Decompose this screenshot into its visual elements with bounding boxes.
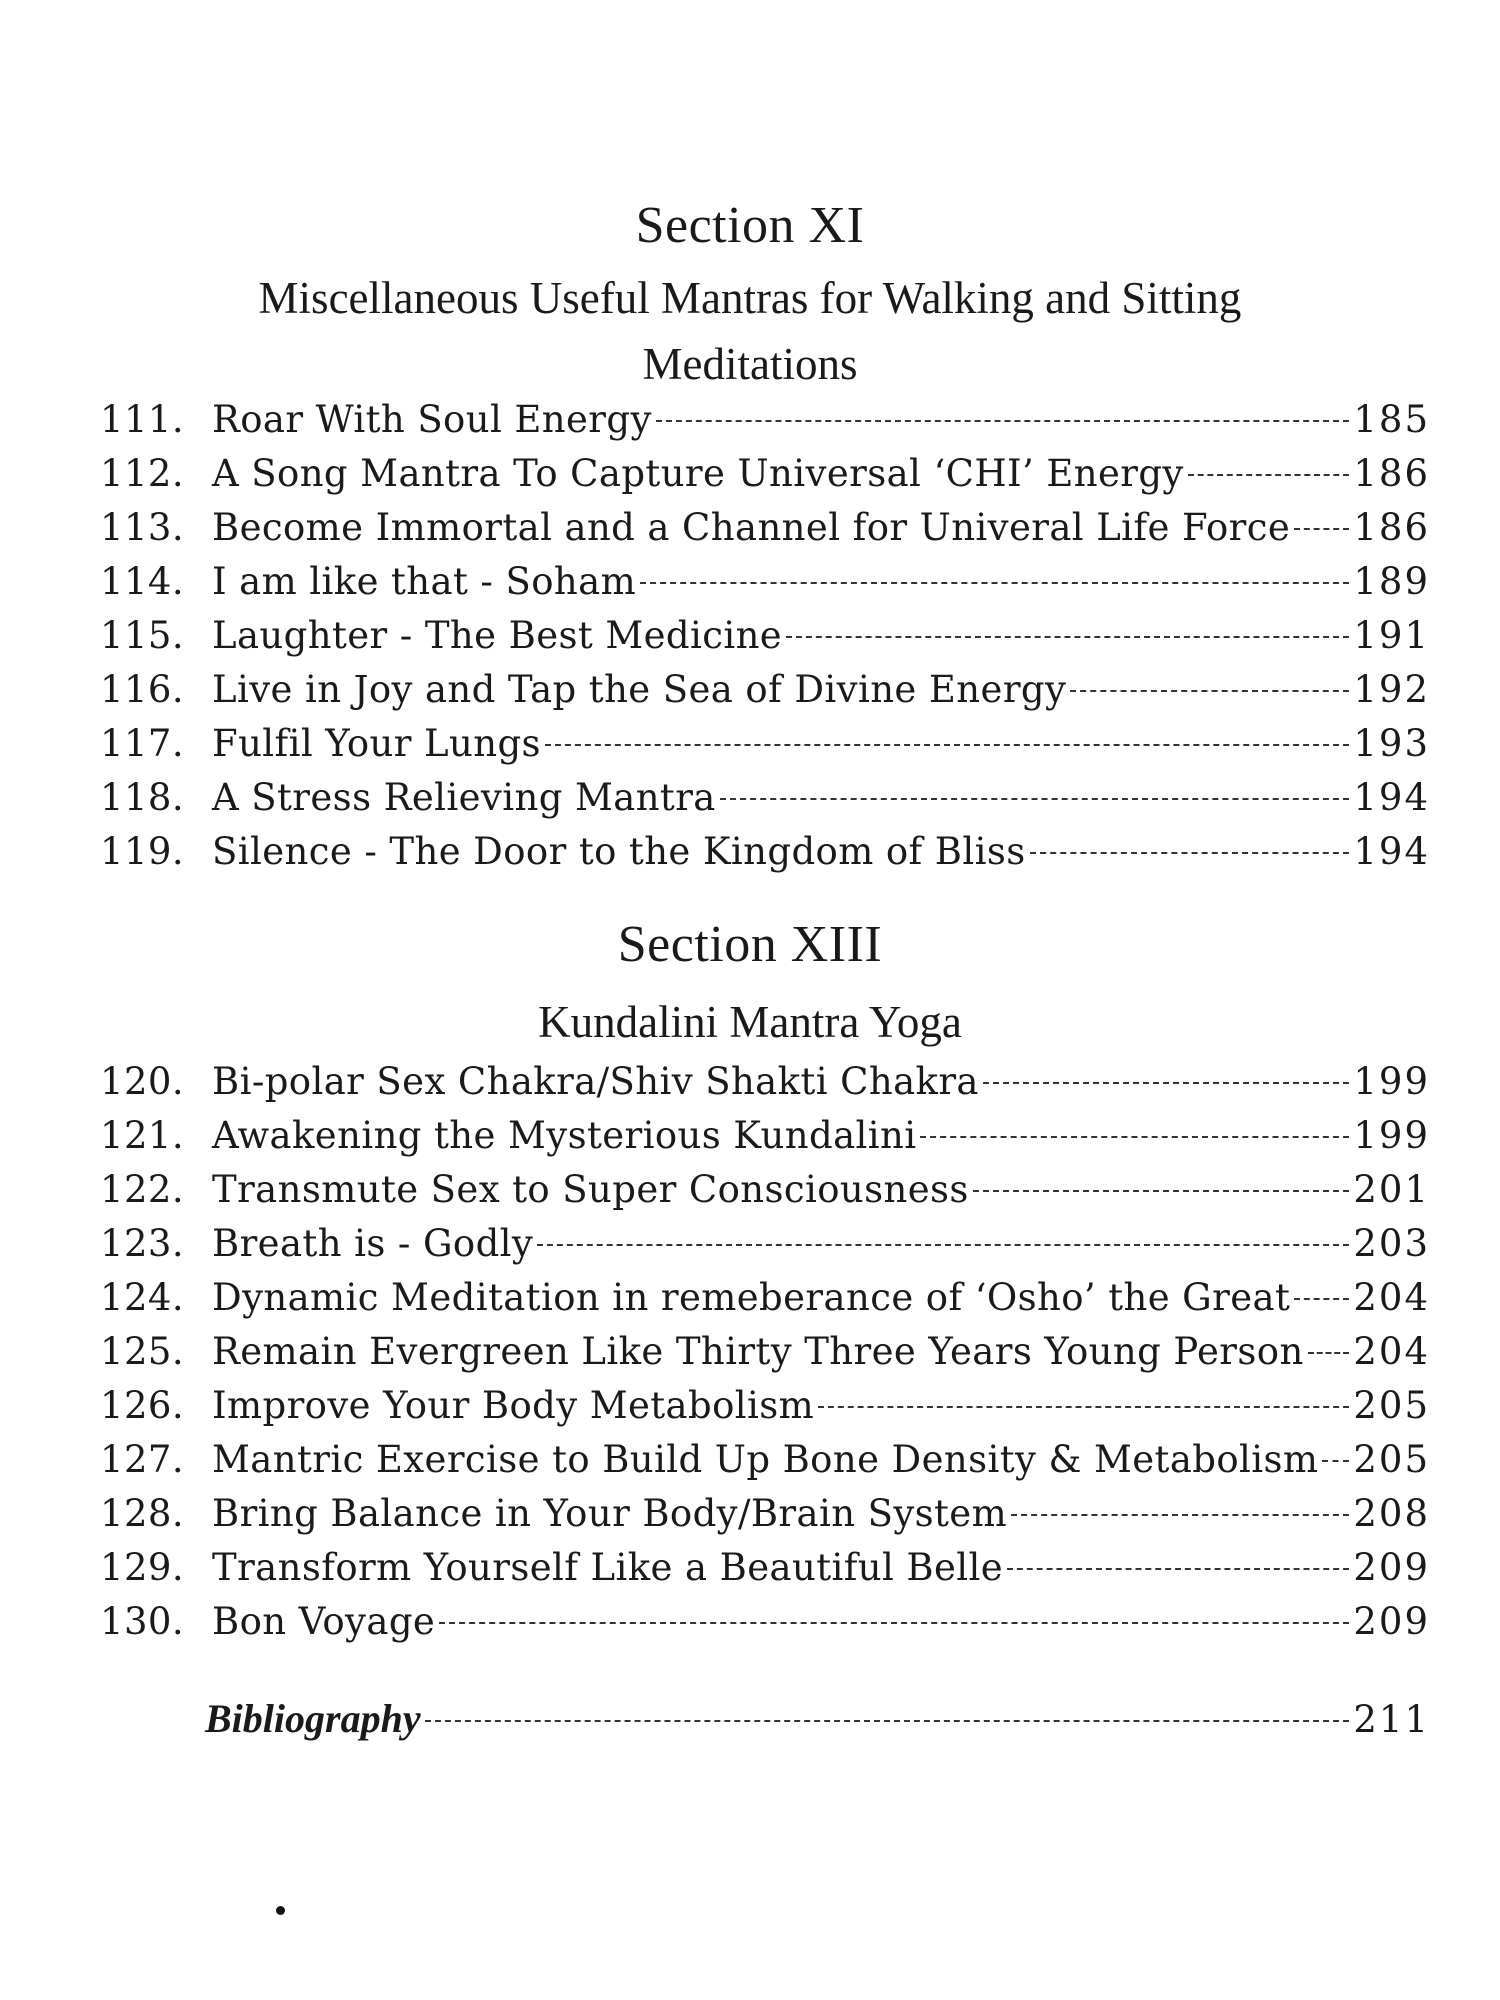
toc-entry-page: 186 xyxy=(1353,452,1430,495)
section-xiii-subtitle: Kundalini Mantra Yoga xyxy=(538,997,962,1047)
toc-entry[interactable] xyxy=(100,1276,1430,1330)
toc-entry-page: 208 xyxy=(1353,1492,1430,1535)
toc-entry-page: 209 xyxy=(1353,1600,1430,1643)
dot-leader xyxy=(1322,1460,1349,1462)
toc-entry-title: Transform Yourself Like a Beautiful Belle xyxy=(212,1546,1004,1589)
toc-entry-page: 199 xyxy=(1353,1060,1430,1103)
toc-entry-number: 125. xyxy=(100,1330,184,1373)
section-xi-subtitle-line2: Meditations xyxy=(642,339,858,389)
section-xi-title: Section XI xyxy=(635,197,865,254)
toc-entry[interactable] xyxy=(100,506,1430,560)
toc-entry-title: A Song Mantra To Capture Universal ‘CHI’ Energy xyxy=(212,452,1184,495)
toc-entry-page: 205 xyxy=(1353,1384,1430,1427)
dot-leader xyxy=(425,1720,1350,1722)
toc-entry[interactable] xyxy=(100,1546,1430,1600)
toc-entry-page: 194 xyxy=(1353,830,1430,873)
toc-entry-title: A Stress Relieving Mantra xyxy=(212,776,716,819)
toc-entry-page: 194 xyxy=(1353,776,1430,819)
toc-entry-page: 201 xyxy=(1353,1168,1430,1211)
toc-entry-title: Bi-polar Sex Chakra/Shiv Shakti Chakra xyxy=(212,1060,979,1103)
dot-leader xyxy=(1308,1352,1350,1354)
toc-entry[interactable] xyxy=(100,830,1430,884)
toc-entry-number: 127. xyxy=(100,1438,184,1481)
toc-entry[interactable] xyxy=(100,1384,1430,1438)
toc-entry-number: 113. xyxy=(100,506,184,549)
toc-entry-title: Improve Your Body Metabolism xyxy=(212,1384,815,1427)
dot-leader xyxy=(537,1244,1349,1246)
section-xi-subtitle-line1: Miscellaneous Useful Mantras for Walking and Sitting xyxy=(258,273,1242,323)
toc-entry-number: 118. xyxy=(100,776,184,819)
bibliography-page: 211 xyxy=(1353,1698,1430,1741)
toc-entry-number: 128. xyxy=(100,1492,184,1535)
dot-leader xyxy=(720,798,1350,800)
toc-entry-page: 209 xyxy=(1353,1546,1430,1589)
toc-entry-page: 191 xyxy=(1353,614,1430,657)
toc-entry-page: 192 xyxy=(1353,668,1430,711)
toc-entry[interactable] xyxy=(100,1492,1430,1546)
dot-leader xyxy=(983,1082,1349,1084)
toc-entry-number: 123. xyxy=(100,1222,184,1265)
toc-entry-title: Laughter - The Best Medicine xyxy=(212,614,783,657)
dot-leader xyxy=(1294,1298,1349,1300)
toc-entry-title: Awakening the Mysterious Kundalini xyxy=(212,1114,917,1157)
toc-entry[interactable] xyxy=(100,776,1430,830)
toc-entry-page: 205 xyxy=(1353,1438,1430,1481)
toc-entry-number: 114. xyxy=(100,560,184,603)
dot-leader xyxy=(786,636,1349,638)
toc-entry[interactable] xyxy=(100,1600,1430,1654)
dot-leader xyxy=(1070,690,1349,692)
toc-entry-number: 122. xyxy=(100,1168,184,1211)
section-xi-toc xyxy=(100,398,1430,884)
toc-entry[interactable] xyxy=(100,614,1430,668)
toc-entry-title: Bon Voyage xyxy=(212,1600,436,1643)
toc-entry[interactable] xyxy=(100,398,1430,452)
bibliography-title: Bibliography xyxy=(205,1696,421,1741)
dot-leader xyxy=(1294,528,1349,530)
toc-entry-title: Roar With Soul Energy xyxy=(212,398,652,441)
toc-entry-title: Breath is - Godly xyxy=(212,1222,534,1265)
toc-entry-title: I am like that - Soham xyxy=(212,560,637,603)
toc-entry-title: Transmute Sex to Super Consciousness xyxy=(212,1168,969,1211)
toc-entry-number: 120. xyxy=(100,1060,184,1103)
dot-leader xyxy=(973,1190,1350,1192)
toc-entry-number: 115. xyxy=(100,614,184,657)
toc-entry[interactable] xyxy=(100,1168,1430,1222)
toc-entry-title: Mantric Exercise to Build Up Bone Density & Metabolism xyxy=(212,1438,1319,1481)
toc-entry-title: Bring Balance in Your Body/Brain System xyxy=(212,1492,1008,1535)
dot-leader xyxy=(1007,1568,1349,1570)
toc-entry[interactable] xyxy=(100,560,1430,614)
toc-entry-title: Remain Evergreen Like Thirty Three Years Young Person xyxy=(212,1330,1304,1373)
toc-entry-number: 112. xyxy=(100,452,184,495)
toc-entry-page: 204 xyxy=(1353,1330,1430,1373)
toc-entry[interactable] xyxy=(100,452,1430,506)
toc-entry-title: Live in Joy and Tap the Sea of Divine Energy xyxy=(212,668,1067,711)
toc-entry[interactable] xyxy=(100,1222,1430,1276)
toc-entry-number: 119. xyxy=(100,830,184,873)
toc-entry-number: 130. xyxy=(100,1600,184,1643)
dot-leader xyxy=(640,582,1349,584)
dot-leader xyxy=(545,744,1349,746)
toc-entry-number: 116. xyxy=(100,668,184,711)
toc-entry-page: 185 xyxy=(1353,398,1430,441)
dot-leader xyxy=(920,1136,1349,1138)
toc-entry-title: Fulfil Your Lungs xyxy=(212,722,541,765)
toc-entry[interactable] xyxy=(100,1438,1430,1492)
toc-entry-page: 203 xyxy=(1353,1222,1430,1265)
toc-entry[interactable] xyxy=(100,1114,1430,1168)
dot-leader xyxy=(1030,852,1350,854)
toc-entry[interactable] xyxy=(100,1330,1430,1384)
toc-entry-title: Dynamic Meditation in remeberance of ‘Osho’ the Great xyxy=(212,1276,1291,1319)
toc-entry-title: Silence - The Door to the Kingdom of Bliss xyxy=(212,830,1026,873)
dot-leader xyxy=(1188,474,1350,476)
section-xiii-toc xyxy=(100,1060,1430,1654)
section-xiii-title: Section XIII xyxy=(617,916,883,973)
toc-entry[interactable] xyxy=(100,1060,1430,1114)
toc-entry-page: 189 xyxy=(1353,560,1430,603)
toc-entry-number: 129. xyxy=(100,1546,184,1589)
toc-entry-page: 186 xyxy=(1353,506,1430,549)
stray-dot xyxy=(276,1906,285,1915)
dot-leader xyxy=(1011,1514,1349,1516)
toc-entry[interactable] xyxy=(100,668,1430,722)
toc-entry-number: 117. xyxy=(100,722,184,765)
toc-entry-number: 126. xyxy=(100,1384,184,1427)
bibliography-entry[interactable] xyxy=(205,1695,1430,1742)
toc-entry-title: Become Immortal and a Channel for Univeral Life Force xyxy=(212,506,1291,549)
toc-entry-page: 193 xyxy=(1353,722,1430,765)
dot-leader xyxy=(818,1406,1349,1408)
toc-entry-page: 204 xyxy=(1353,1276,1430,1319)
toc-entry[interactable] xyxy=(100,722,1430,776)
toc-entry-number: 124. xyxy=(100,1276,184,1319)
toc-entry-number: 121. xyxy=(100,1114,184,1157)
toc-entry-number: 111. xyxy=(100,398,184,441)
dot-leader xyxy=(439,1622,1349,1624)
toc-entry-page: 199 xyxy=(1353,1114,1430,1157)
dot-leader xyxy=(656,420,1350,422)
